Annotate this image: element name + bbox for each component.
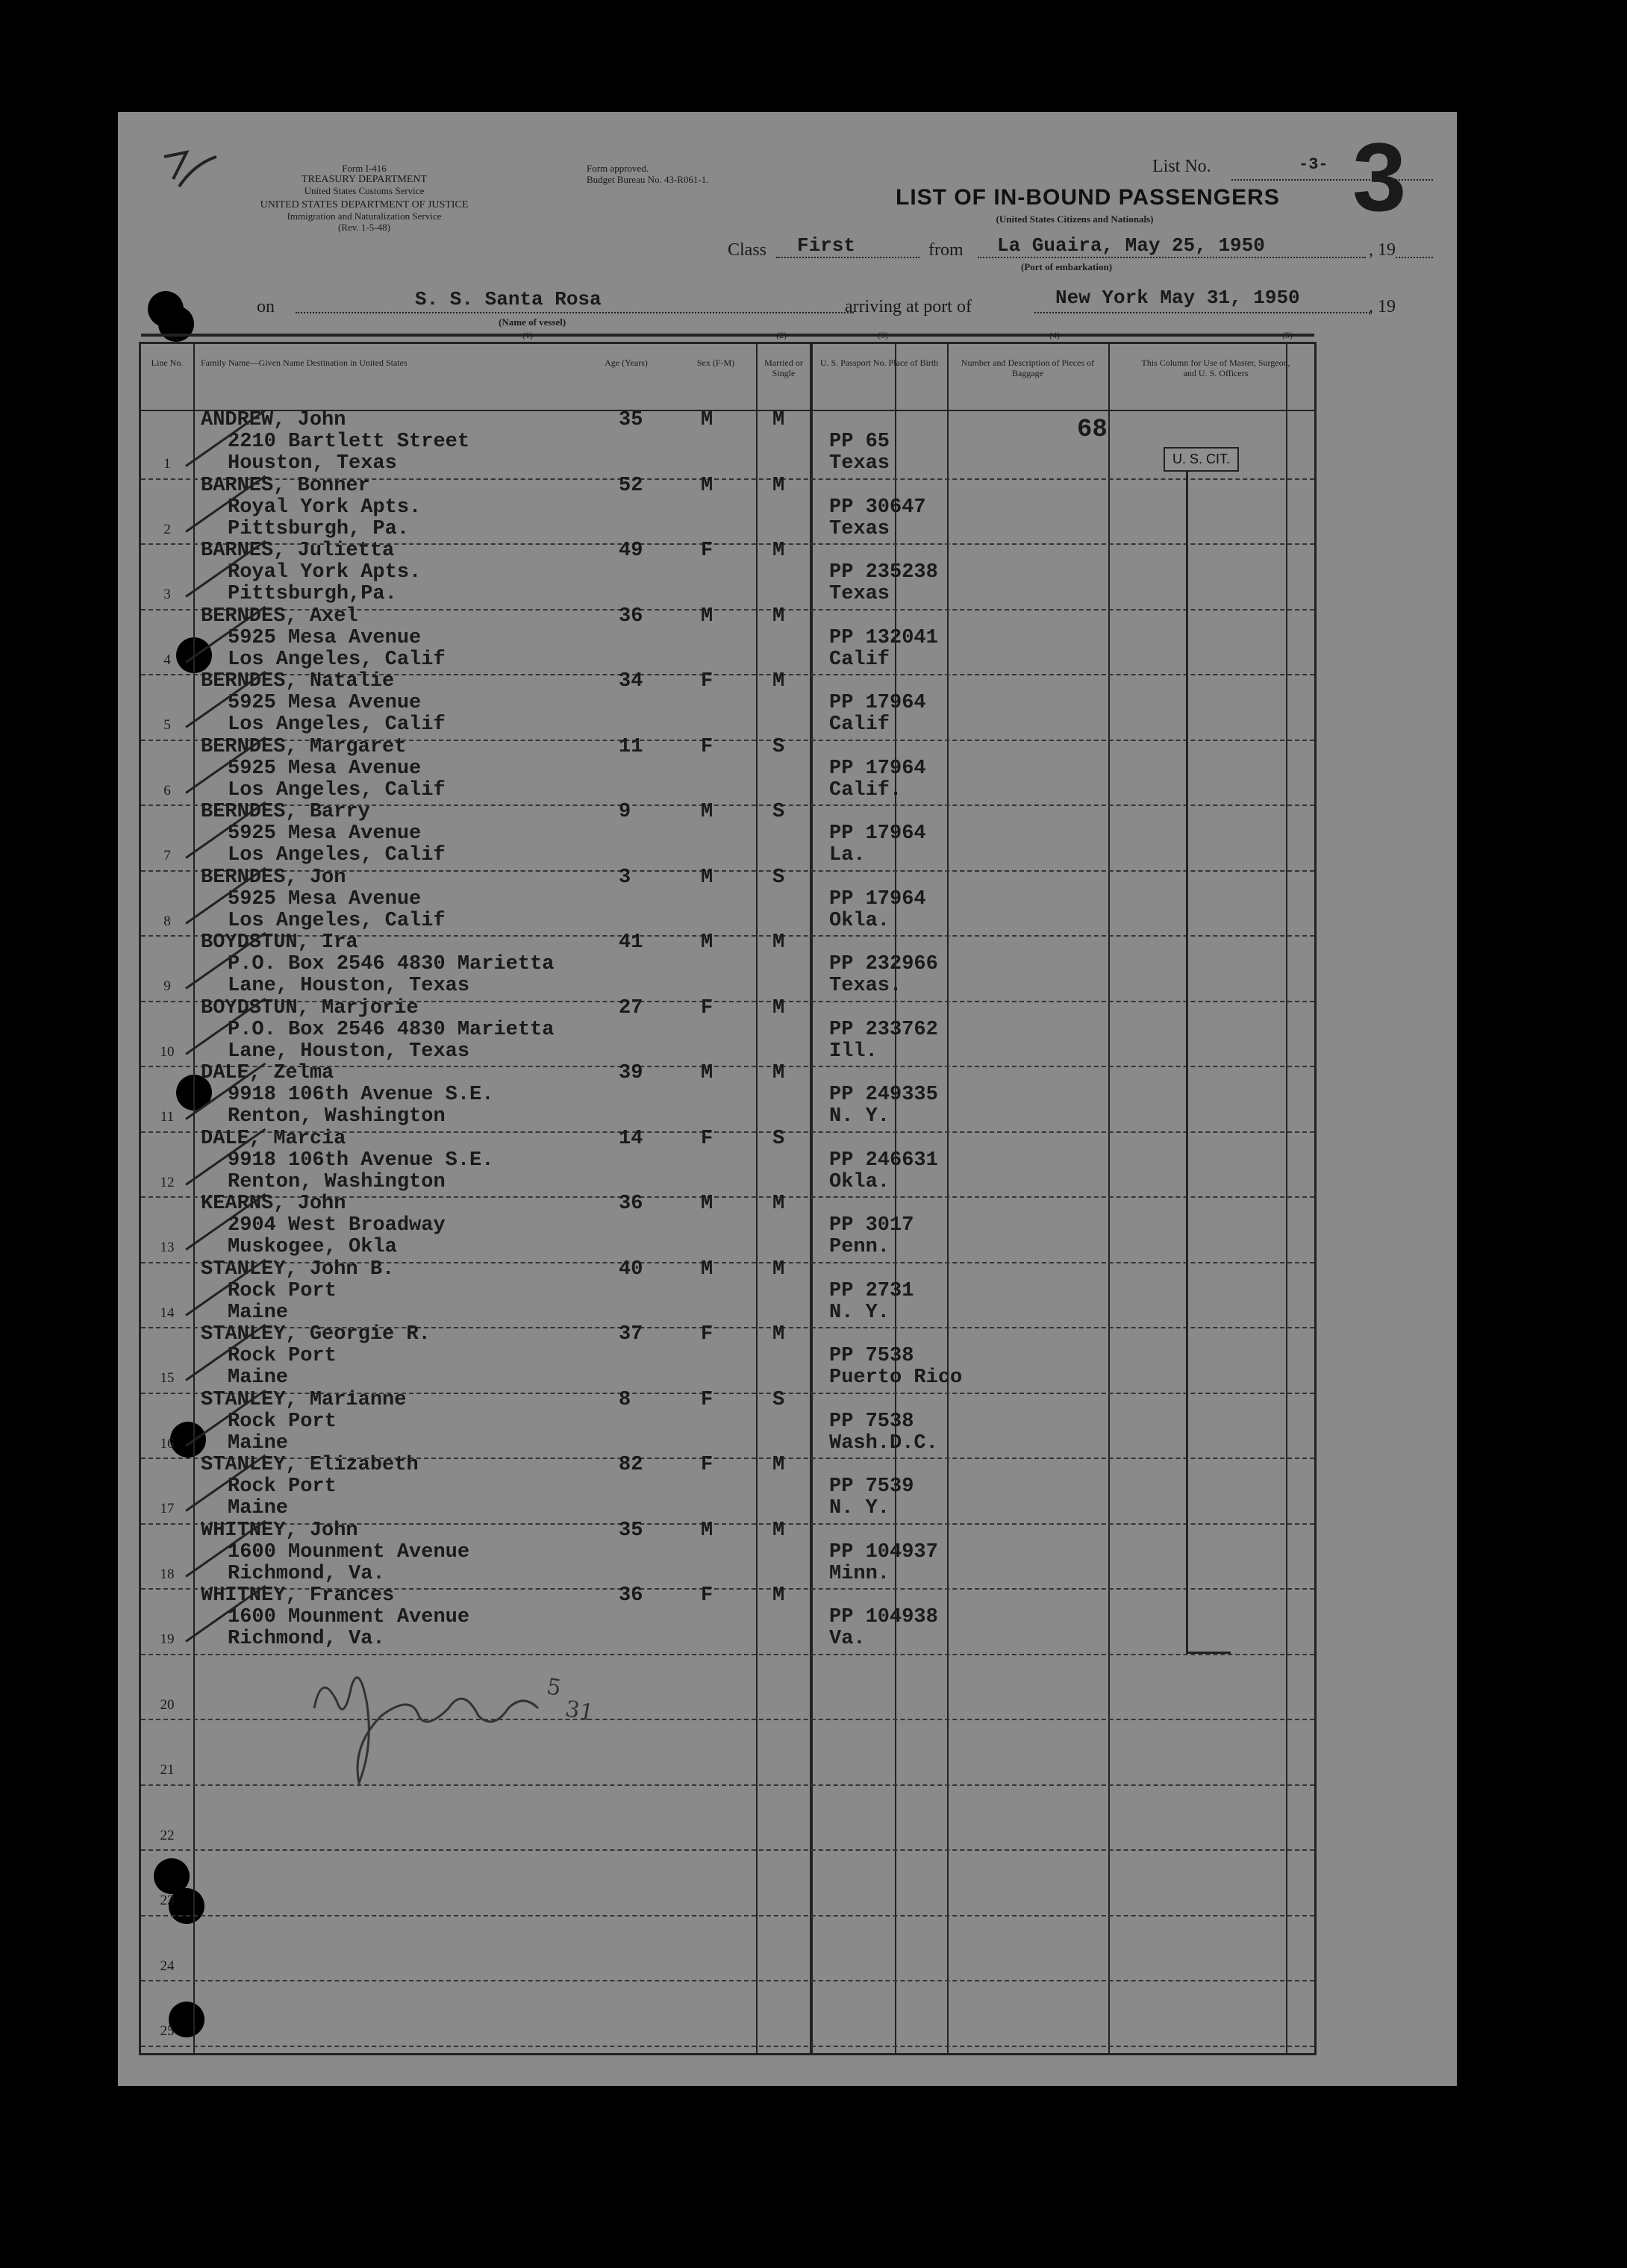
col-divider (811, 344, 813, 2053)
embarkation-caption: (Port of embarkation) (1021, 261, 1113, 272)
sex: M (701, 801, 713, 823)
line-number: 20 (160, 1696, 175, 1713)
citizen-bracket-foot (1186, 1652, 1231, 1654)
year-suffix-2: , 19 (1369, 297, 1396, 316)
line-number: 14 (160, 1305, 175, 1321)
age: 3 (619, 866, 631, 889)
address-line-1: 5925 Mesa Avenue (228, 757, 422, 780)
line-number: 6 (163, 782, 171, 799)
row-divider (141, 1915, 1314, 1916)
page-subtitle: (United States Citizens and Nationals) (996, 213, 1154, 225)
col-number-4: (4) (1049, 330, 1060, 340)
line-number: 19 (160, 1631, 175, 1647)
marital-status: M (772, 1323, 785, 1346)
passenger-name: WHITNEY, Frances (201, 1584, 395, 1607)
line-number: 9 (163, 978, 171, 994)
sex: F (701, 1454, 713, 1476)
sex: M (701, 931, 713, 954)
col-head-officers: This Column for Use of Master, Surgeon, and U. S. Officers (1141, 357, 1290, 378)
place-of-birth: Texas (829, 583, 890, 605)
address-line-1: Royal York Apts. (228, 561, 422, 584)
col-number-5: (5) (1282, 330, 1293, 340)
place-of-birth: Texas (829, 452, 890, 475)
address-line-1: 1600 Mounment Avenue (228, 1606, 470, 1628)
age: 35 (619, 1519, 643, 1542)
citizen-bracket-line (1186, 471, 1188, 1652)
passport-number: PP 17964 (829, 887, 926, 910)
address-line-2: Renton, Washington (228, 1170, 446, 1193)
passport-number: PP 104938 (829, 1606, 938, 1628)
sex: F (701, 670, 713, 693)
passenger-name: BARNES, Julietta (201, 540, 395, 562)
row-divider (141, 1980, 1314, 1981)
address-line-2: Maine (228, 1366, 289, 1389)
row-divider (141, 1654, 1314, 1655)
address-line-2: Houston, Texas (228, 452, 397, 475)
address-line-1: Rock Port (228, 1345, 337, 1367)
passenger-name: KEARNS, John (201, 1193, 346, 1215)
address-line-1: P.O. Box 2546 4830 Marietta (228, 1018, 555, 1041)
passenger-name: STANLEY, Georgie R. (201, 1323, 431, 1346)
passport-number: PP 3017 (829, 1214, 914, 1237)
passenger-table (139, 342, 1317, 2055)
sex: F (701, 735, 713, 758)
sex: F (701, 1584, 713, 1607)
line-number: 16 (160, 1435, 175, 1452)
address-line-2: Richmond, Va. (228, 1628, 385, 1650)
class-label: Class (728, 240, 767, 260)
age: 9 (619, 801, 631, 823)
marital-status: M (772, 1258, 785, 1281)
passport-number: PP 249335 (829, 1084, 938, 1106)
passenger-name: ANDREW, John (201, 409, 346, 431)
sex: F (701, 540, 713, 562)
marital-status: M (772, 1062, 785, 1084)
vessel-line (296, 312, 854, 313)
col-divider (193, 344, 195, 2053)
line-number: 12 (160, 1174, 175, 1190)
address-line-2: Los Angeles, Calif (228, 713, 446, 736)
approval-block (587, 163, 709, 185)
address-line-1: 2904 West Broadway (228, 1214, 446, 1237)
address-line-1: 2210 Bartlett Street (228, 431, 470, 453)
sex: M (701, 605, 713, 628)
sex: M (701, 1193, 713, 1215)
age: 41 (619, 931, 643, 954)
age: 36 (619, 1193, 643, 1215)
marital-status: M (772, 1193, 785, 1215)
sex: F (701, 1127, 713, 1150)
list-no-label: List No. (1152, 157, 1211, 176)
marital-status: S (772, 1388, 785, 1411)
passport-number: PP 233762 (829, 1018, 938, 1041)
address-line-2: Los Angeles, Calif (228, 648, 446, 671)
address-line-2: Pittsburgh, Pa. (228, 517, 410, 540)
passport-number: PP 17964 (829, 822, 926, 845)
passenger-name: BERNDES, Barry (201, 801, 370, 823)
line-number: 25 (160, 2023, 175, 2039)
officer-signature (307, 1656, 596, 1798)
age: 36 (619, 605, 643, 628)
age: 39 (619, 1062, 643, 1084)
passport-number: PP 65 (829, 431, 890, 453)
place-of-birth: Penn. (829, 1236, 890, 1258)
place-of-birth: Wash.D.C. (829, 1431, 938, 1455)
year-suffix-1: , 19 (1369, 240, 1396, 260)
passport-number: PP 17964 (829, 692, 926, 714)
marital-status: M (772, 996, 785, 1019)
address-line-2: Lane, Houston, Texas (228, 1040, 470, 1063)
passenger-name: STANLEY, Elizabeth (201, 1454, 419, 1476)
marital-status: M (772, 670, 785, 693)
address-line-2: Pittsburgh,Pa. (228, 583, 397, 605)
marital-status: M (772, 931, 785, 954)
address-line-1: 1600 Mounment Avenue (228, 1540, 470, 1563)
col-head-name: Family Name—Given Name Destination in United States (201, 357, 407, 368)
arriving-label: arriving at port of (845, 297, 972, 316)
passport-number: PP 17964 (829, 757, 926, 780)
col-number-2: (2) (776, 330, 787, 340)
address-line-2: Richmond, Va. (228, 1562, 385, 1585)
address-line-1: Rock Port (228, 1475, 337, 1498)
line-number: 5 (163, 717, 171, 733)
line-number: 1 (163, 456, 171, 472)
passport-number: PP 104937 (829, 1540, 938, 1563)
passport-number: PP 30647 (829, 496, 926, 519)
col-head-line: Line No. (151, 357, 184, 368)
passport-number: PP 232966 (829, 953, 938, 975)
passenger-name: DALE, Marcia (201, 1127, 346, 1150)
address-line-1: Rock Port (228, 1410, 337, 1433)
ins-label: Immigration and Naturalization Service (287, 210, 442, 222)
passenger-name: DALE, Zelma (201, 1062, 334, 1084)
line-number: 7 (163, 848, 171, 863)
table-top-rule (141, 334, 1314, 337)
passenger-name: BARNES, Bonner (201, 474, 370, 497)
address-line-1: Royal York Apts. (228, 496, 422, 519)
col-divider (1108, 344, 1110, 2053)
age: 49 (619, 540, 643, 562)
place-of-birth: N. Y. (829, 1105, 890, 1128)
line-number: 8 (163, 913, 171, 929)
col-divider (1286, 344, 1287, 2053)
address-line-1: Rock Port (228, 1279, 337, 1302)
marital-status: M (772, 1454, 785, 1476)
form-approved: Form approved. (587, 163, 649, 174)
passport-number: PP 246631 (829, 1149, 938, 1172)
place-of-birth: Va. (829, 1628, 866, 1650)
marital-status: M (772, 1584, 785, 1607)
embarkation-value: La Guaira, May 25, 1950 (997, 234, 1265, 257)
age: 37 (619, 1323, 643, 1346)
passenger-name: STANLEY, Marianne (201, 1388, 407, 1411)
address-line-2: Renton, Washington (228, 1105, 446, 1128)
line-number: 2 (163, 521, 171, 537)
sex: F (701, 1323, 713, 1346)
sex: M (701, 409, 713, 431)
passport-number: PP 7538 (829, 1345, 914, 1367)
address-line-2: Maine (228, 1497, 289, 1519)
address-line-1: 5925 Mesa Avenue (228, 822, 422, 845)
col-head-age: Age (Years) (605, 357, 648, 368)
passenger-name: STANLEY, John B. (201, 1258, 395, 1281)
col-head-passport: U. S. Passport No. Place of Birth (819, 357, 939, 368)
place-of-birth: N. Y. (829, 1301, 890, 1324)
col-number-3: (3) (878, 330, 888, 340)
address-line-2: Maine (228, 1431, 289, 1455)
customs-label: United States Customs Service (304, 185, 425, 196)
col-divider (947, 344, 949, 2053)
line-number: 24 (160, 1958, 175, 1974)
list-no-small: -3- (1299, 155, 1328, 174)
place-of-birth: Puerto Rico (829, 1366, 963, 1389)
place-of-birth: Calif (829, 648, 890, 671)
place-of-birth: Minn. (829, 1562, 890, 1585)
marital-status: M (772, 409, 785, 431)
marital-status: S (772, 801, 785, 823)
marital-status: S (772, 735, 785, 758)
place-of-birth: N. Y. (829, 1497, 890, 1519)
pen-mark (157, 142, 224, 209)
embarkation-line (978, 257, 1366, 258)
line-number: 17 (160, 1501, 175, 1516)
marital-status: S (772, 866, 785, 889)
line-number: 11 (160, 1109, 175, 1125)
arrival-line (1034, 312, 1370, 313)
col-head-sex: Sex (F-M) (696, 357, 735, 368)
class-line (776, 257, 919, 258)
us-citizen-stamp: U. S. CIT. (1164, 447, 1239, 472)
address-line-1: 5925 Mesa Avenue (228, 626, 422, 649)
address-line-2: Muskogee, Okla (228, 1236, 397, 1258)
address-line-2: Lane, Houston, Texas (228, 975, 470, 997)
row-divider (141, 2046, 1314, 2047)
passport-number: PP 2731 (829, 1279, 914, 1302)
passenger-name: BERNDES, Axel (201, 605, 358, 628)
baggage-total: 68 (1077, 416, 1108, 444)
sex: M (701, 866, 713, 889)
address-line-2: Los Angeles, Calif (228, 909, 446, 932)
place-of-birth: Texas (829, 517, 890, 540)
address-line-1: 9918 106th Avenue S.E. (228, 1084, 494, 1106)
passport-number: PP 235238 (829, 561, 938, 584)
list-no-big: 3 (1352, 122, 1407, 231)
passenger-name: BERNDES, Jon (201, 866, 346, 889)
line-number: 23 (160, 1893, 175, 1908)
address-line-1: 5925 Mesa Avenue (228, 692, 422, 714)
age: 34 (619, 670, 643, 693)
place-of-birth: Okla. (829, 1170, 890, 1193)
address-line-2: Maine (228, 1301, 289, 1324)
age: 82 (619, 1454, 643, 1476)
revision-label: (Rev. 1-5-48) (338, 222, 390, 233)
place-of-birth: Texas. (829, 975, 902, 997)
budget-bureau: Budget Bureau No. 43-R061-1. (587, 174, 709, 185)
passport-number: PP 132041 (829, 626, 938, 649)
sex: F (701, 996, 713, 1019)
line-number: 13 (160, 1240, 175, 1255)
col-head-married: Married or Single (764, 357, 803, 378)
vessel-caption: (Name of vessel) (499, 316, 566, 328)
age: 35 (619, 409, 643, 431)
age: 8 (619, 1388, 631, 1411)
age: 40 (619, 1258, 643, 1281)
col-number-1: (1) (522, 330, 533, 340)
sex: M (701, 1062, 713, 1084)
passenger-name: WHITNEY, John (201, 1519, 358, 1542)
passenger-name: BERNDES, Natalie (201, 670, 395, 693)
address-line-2: Los Angeles, Calif (228, 778, 446, 802)
place-of-birth: Calif. (829, 778, 902, 802)
marital-status: S (772, 1127, 785, 1150)
marital-status: M (772, 474, 785, 497)
passport-number: PP 7539 (829, 1475, 914, 1498)
year-line-1 (1396, 257, 1433, 258)
line-number: 21 (160, 1762, 175, 1778)
address-line-1: P.O. Box 2546 4830 Marietta (228, 953, 555, 975)
sex: F (701, 1388, 713, 1411)
col-divider (810, 344, 811, 2053)
col-head-baggage: Number and Description of Pieces of Baggage (961, 357, 1095, 378)
marital-status: M (772, 605, 785, 628)
line-number: 10 (160, 1043, 175, 1060)
vessel-name: S. S. Santa Rosa (415, 288, 602, 310)
list-no-line (1231, 179, 1433, 181)
svg-text:31: 31 (563, 1696, 596, 1727)
passport-number: PP 7538 (829, 1410, 914, 1433)
class-value: First (797, 234, 856, 257)
marital-status: M (772, 540, 785, 562)
place-of-birth: Ill. (829, 1040, 878, 1063)
passenger-name: BOYDSTUN, Marjorie (201, 996, 419, 1019)
justice-label: UNITED STATES DEPARTMENT OF JUSTICE (260, 199, 469, 210)
age: 36 (619, 1584, 643, 1607)
row-divider (141, 1849, 1314, 1851)
passenger-name: BERNDES, Margaret (201, 735, 407, 758)
sex: M (701, 1258, 713, 1281)
from-label: from (928, 240, 964, 260)
sex: M (701, 474, 713, 497)
treasury-label: TREASURY DEPARTMENT (301, 174, 428, 185)
age: 14 (619, 1127, 643, 1150)
page-title: LIST OF IN-BOUND PASSENGERS (896, 185, 1280, 210)
arrival-value: New York May 31, 1950 (1055, 287, 1300, 309)
place-of-birth: Calif (829, 713, 890, 736)
sex: M (701, 1519, 713, 1542)
marital-status: M (772, 1519, 785, 1542)
form-number: Form I-416 (342, 163, 387, 174)
address-line-2: Los Angeles, Calif (228, 844, 446, 866)
line-number: 15 (160, 1370, 175, 1386)
age: 11 (619, 735, 643, 758)
address-line-1: 9918 106th Avenue S.E. (228, 1149, 494, 1172)
age: 52 (619, 474, 643, 497)
address-line-1: 5925 Mesa Avenue (228, 887, 422, 910)
line-number: 22 (160, 1827, 175, 1843)
col-divider (756, 344, 758, 2053)
svg-text:5: 5 (544, 1673, 563, 1702)
age: 27 (619, 996, 643, 1019)
line-number: 18 (160, 1566, 175, 1582)
line-number: 4 (163, 652, 171, 668)
col-divider (895, 344, 896, 2053)
on-label: on (257, 297, 275, 316)
line-number: 3 (163, 587, 171, 602)
passenger-name: BOYDSTUN, Ira (201, 931, 358, 954)
place-of-birth: La. (829, 844, 866, 866)
form-agency-block (237, 163, 491, 233)
place-of-birth: Okla. (829, 909, 890, 932)
